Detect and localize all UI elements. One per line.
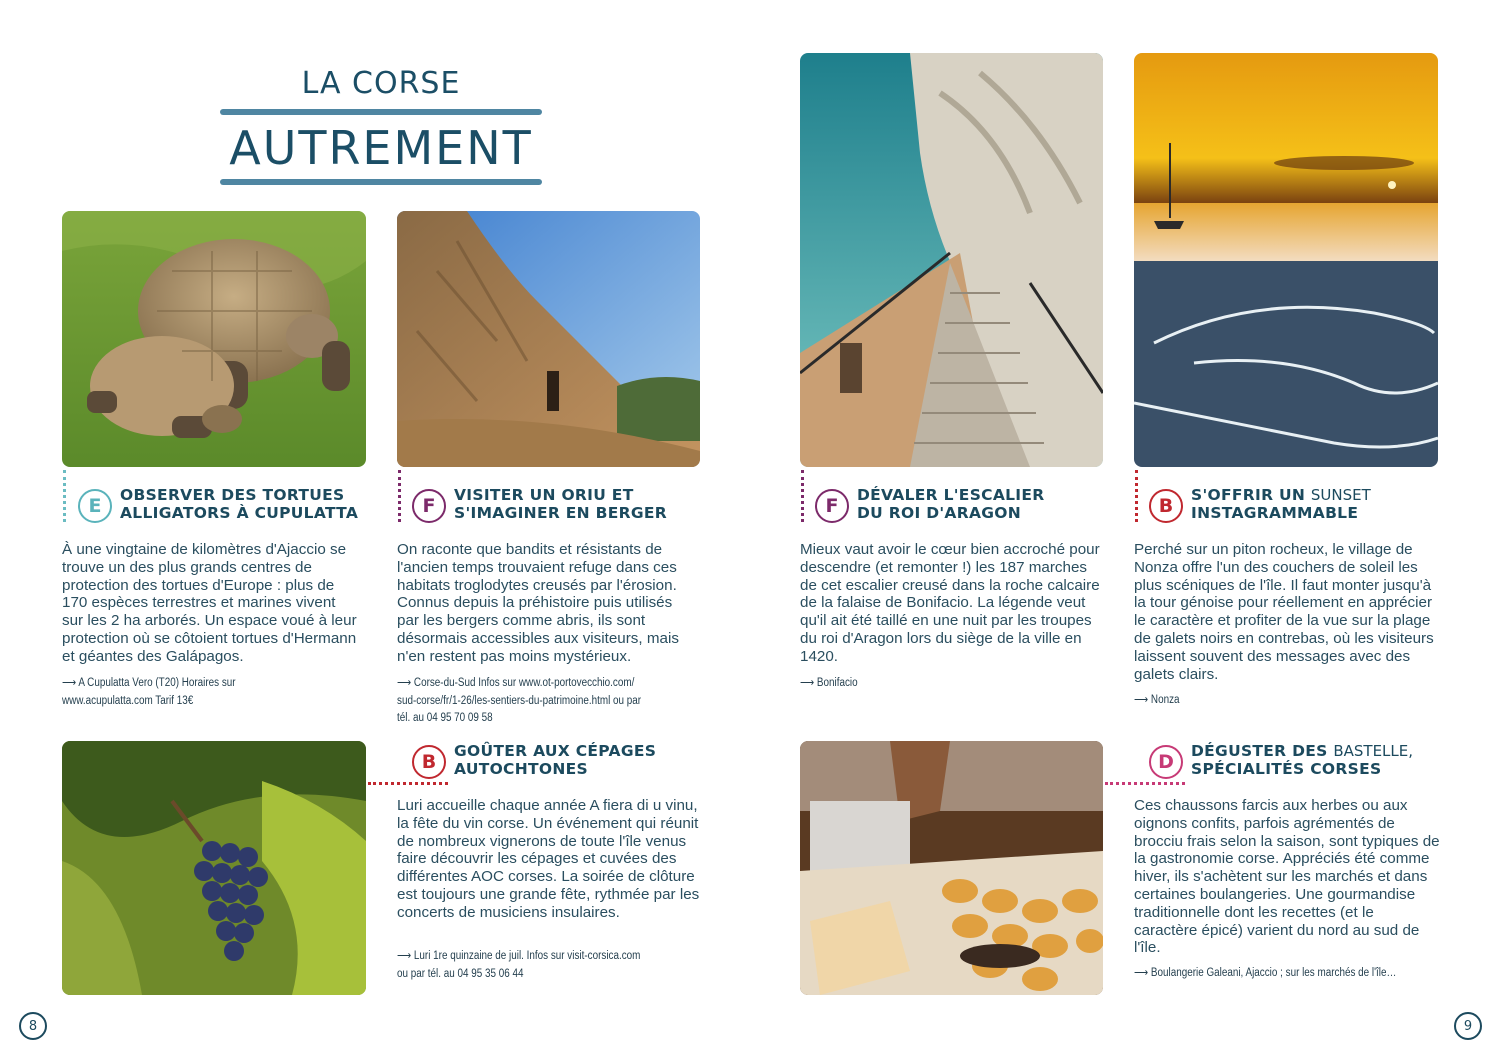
title-line-1: LA CORSE — [301, 66, 461, 101]
map-zone-badge: F — [815, 489, 849, 523]
item-body: Luri accueille chaque année A fiera di u vinu, la fête du vin corse. Un événement qui réunit de nombreux vignerons de toute l'île venus faire découvrir les cépages et cuvées des différentes AOC corses. La soirée de clôture est toujours une grande fête, rythmée par les concerts de musiciens insulaires. — [397, 797, 700, 921]
item-body: On raconte que bandits et résistants de l'ancien temps trouvaient refuge dans ces habitats troglodytes creusés par l'érosion. Connus depuis la préhistoire puis utilisés par les bergers comme abris, ils sont désormais accessibles aux visiteurs, mais n'en restent pas moins mystérieux. — [397, 541, 679, 665]
item-body: Perché sur un piton rocheux, le village de Nonza offre l'un des couchers de soleil les plus scéniques de l'île. Il faut monter jusqu'à la tour génoise pour réellement en apprécier le caractère et profiter de la vue sur la plage de galets noirs en contrebas, où les visiteurs laissent souvent des messages avec des galets clairs. — [1134, 541, 1434, 683]
photo-staircase — [800, 53, 1103, 467]
item-heading — [412, 743, 656, 779]
photo-sunset — [1134, 53, 1438, 467]
visit-corsica-link[interactable]: ⟶ Luri 1re quinzaine de juil. Infos sur visit-corsica.com — [397, 950, 641, 962]
page-number-left: 8 — [19, 1012, 47, 1040]
item-info: ⟶ Boulangerie Galeani, Ajaccio ; sur les marchés de l'île… — [1134, 967, 1397, 979]
item-body: À une vingtaine de kilomètres d'Ajaccio se trouve un des plus grands centres de protection des tortues d'Europe : plus de 170 espèces terrestres et marines vivent sur les 2 ha arborés. Un espace voué à leur protection où se côtoient tortues d'Hermann et géantes des Galápagos. — [62, 541, 357, 665]
dotted-connector — [801, 470, 804, 522]
item-info: ⟶ Corse-du-Sud Infos sur www.ot-portovecchio.com/ sud-corse/fr/1-26/les-sentiers-du-patrimoine.html ou par tél. au 04 95 70 09 58 — [397, 677, 642, 724]
item-heading — [1149, 487, 1371, 523]
map-zone-badge: E — [78, 489, 112, 523]
item-title-line: OBSERVER DES TORTUES — [120, 486, 345, 504]
item-title-line: INSTAGRAMMABLE — [1191, 503, 1359, 522]
item-title-bold: DÉGUSTER DES — [1191, 742, 1328, 760]
item-title-light: BASTELLE, — [1333, 742, 1414, 760]
title-rule-bottom — [220, 179, 542, 185]
map-zone-badge: B — [412, 745, 446, 779]
item-heading — [815, 487, 1045, 523]
item-info: ⟶ A Cupulatta Vero (T20) Horaires sur www.acupulatta.com Tarif 13€ — [62, 675, 236, 710]
photo-grapes — [62, 741, 366, 995]
item-heading — [78, 487, 358, 523]
item-info: ⟶ Bonifacio — [800, 677, 858, 689]
item-body: Ces chaussons farcis aux herbes ou aux oignons confits, parfois agrémentés de brocciu frais selon la saison, sont typiques de la gastronomie corse. Appréciés été comme hiver, ils s'achètent sur les marchés et dans certaines boulangeries. Une gourmandise traditionnelle dont les recettes (et le caractère épicé) varient du nord au sud de l'île. — [1134, 797, 1440, 957]
item-title-line: VISITER UN ORIU ET — [454, 486, 634, 504]
item-title-bold: S'OFFRIR UN — [1191, 486, 1306, 504]
acupulatta-link[interactable]: www.acupulatta.com Tarif 13€ — [62, 694, 194, 707]
title-rule-top — [220, 109, 542, 115]
map-zone-badge: F — [412, 489, 446, 523]
dotted-connector — [1105, 782, 1185, 785]
photo-tortoises — [62, 211, 366, 467]
page-right — [750, 0, 1500, 1063]
photo-pastries — [800, 741, 1103, 995]
dotted-connector — [368, 782, 448, 785]
map-zone-badge: B — [1149, 489, 1183, 523]
ot-portovecchio-link[interactable]: ⟶ Corse-du-Sud Infos sur www.ot-portovecchio.com/ — [397, 677, 635, 689]
item-title-line: ALLIGATORS À CUPULATTA — [120, 503, 359, 522]
dotted-connector — [63, 470, 66, 522]
item-title-line: DÉVALER L'ESCALIER — [857, 486, 1045, 504]
dotted-connector — [1135, 470, 1138, 522]
item-heading — [412, 487, 667, 523]
item-heading — [1149, 743, 1413, 779]
photo-oriu — [397, 211, 700, 467]
page-number-right: 9 — [1454, 1012, 1482, 1040]
item-title-line: S'IMAGINER EN BERGER — [454, 503, 668, 522]
item-info: ⟶ Luri 1re quinzaine de juil. Infos sur visit-corsica.com ou par tél. au 04 95 35 06 44 — [397, 950, 641, 980]
title-line-2: AUTREMENT — [229, 121, 533, 175]
map-zone-badge: D — [1149, 745, 1183, 779]
item-info: ⟶ Nonza — [1134, 694, 1180, 706]
item-title-line: DU ROI D'ARAGON — [857, 503, 1022, 522]
dotted-connector — [398, 470, 401, 522]
item-title-line: GOÛTER AUX CÉPAGES — [454, 742, 657, 760]
item-title-light: SUNSET — [1310, 486, 1371, 504]
page-title — [220, 66, 542, 191]
item-title-line: AUTOCHTONES — [454, 759, 588, 778]
item-title-line: SPÉCIALITÉS CORSES — [1191, 759, 1382, 778]
item-body: Mieux vaut avoir le cœur bien accroché pour descendre (et remonter !) les 187 marches de cet escalier creusé dans la roche calcaire de la falaise de Bonifacio. La légende veut qu'il ait été taillé en une nuit par les troupes du roi d'Aragon lors du siège de la ville en 1420. — [800, 541, 1100, 665]
